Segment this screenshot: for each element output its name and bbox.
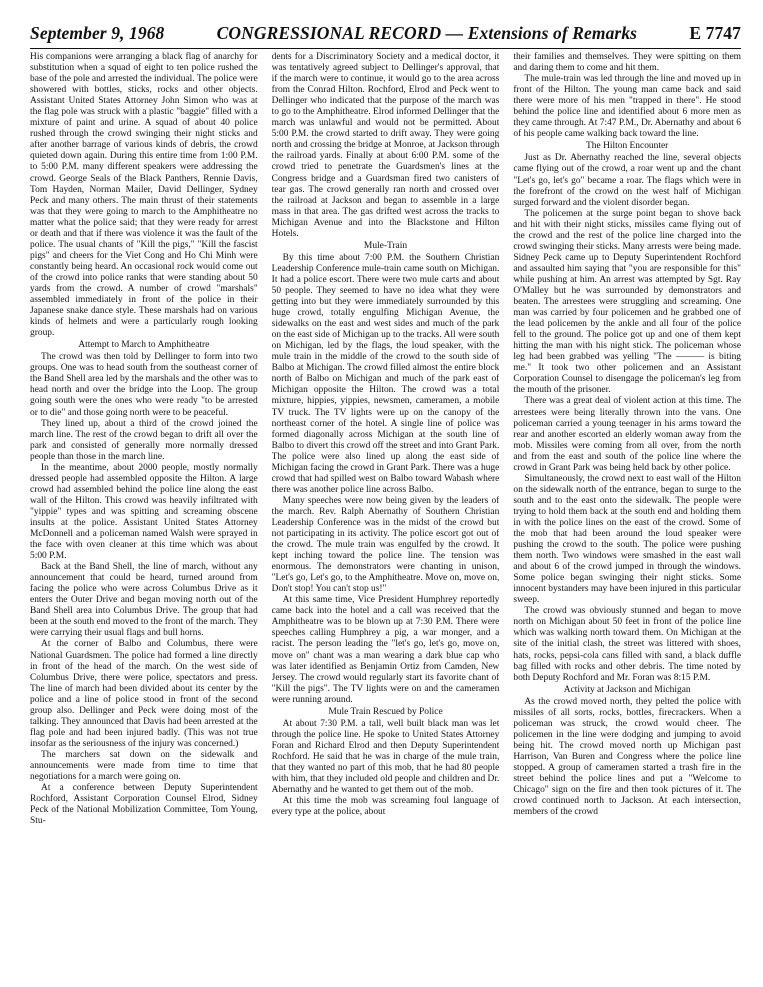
paragraph: As the crowd moved north, they pelted the police with missiles of all sorts, rocks, bottles, firecrackers. When a policeman was struck, the crowd would cheer. The policemen in the line were dodging and jumping to avoid being hit. The crowd moved north up Michigan past Harrison, Van Buren and Congress where the police line stopped. A group of cameramen started a trash fire in the street behind the police lines and put a "Welcome to Chicago" sign on the fire and then took pictures of it. The crowd continued north to Jackson. At each intersection, members of the crowd [513,696,742,818]
paragraph: There was a great deal of violent action at this time. The arrestees were being literally thrown into the vans. One policeman carried a young teenager in his arms toward the rear and another escorted an elderly woman away from the mob. Missiles were coming from all over, from the north and from the east and south of the police line where the crowd in Grant Park was being held back by other police. [513,396,742,473]
column-2 [272,52,500,979]
section-heading: Mule Train Rescued by Police [328,706,443,717]
section-heading: Attempt to March to Amphitheatre [78,340,210,351]
paragraph: At this time the mob was screaming foul language of every type at the police, about [271,796,500,818]
paragraph: Many speeches were now being given by the leaders of the march. Rev. Ralph Abernathy of Southern Christian Leadership Conference was in the midst of the crowd but not participating in its activity. The police escort got out of the crowd. The mule train was engulfed by the crowd. It kept inching toward the police line. The tension was enormous. The demonstrators were chanting in unison, "Let's go, Let's go, to the Amphitheatre. Move on, move on, Don't stop! You can't stop us!" [271,495,500,595]
text-columns [30,52,741,979]
paragraph: Just as Dr. Abernathy reached the line, several objects came flying out of the crowd, a roar went up and the chant "Let's go, let's go" became a roar. The flags which were in the forefront of the crowd on the west half of Michigan surged forward and the violent disorder began. [513,153,742,208]
paragraph: In the meantime, about 2000 people, mostly normally dressed people had assembled opposite the Hilton. A large crowd had assembled behind the police line along the east wall of the Hilton. This crowd was heavily infiltrated with "yippie" types and was spitting and screaming obscene insults at the police. Assistant United States Attorney McDonnell and a policeman named Walsh were sprayed in the face with oven cleaner at this time which was about 5:00 P.M. [30,462,258,562]
section-heading: Mule-Train [363,240,408,251]
header-page-number: E 7747 [689,23,741,43]
paragraph: The marchers sat down on the sidewalk and announcements were made from time to time that negotiations for a march were going on. [30,749,258,783]
paragraph: At this same time, Vice President Humphrey reportedly came back into the hotel and a call was received that the Amphitheatre was to be blown up at 7:30 P.M. There were speeches calling Humphrey a pig, a war monger, and a racist. The person leading the "let's go, let's go, move on, move on" chant was a man wearing a dark blue cap who was later identified as Benjamin Ortiz from Camden, New Jersey. The crowd would regularly start its favorite chant of "Kill the pigs". The TV lights were on and the cameramen were running around. [271,595,500,705]
paragraph: their families and themselves. They were spitting on them and daring them to come and hit them. [513,52,742,74]
paragraph: At the corner of Balbo and Columbus, there were National Guardsmen. The police had formed a line directly in front of the head of the march. On the west side of Columbus Drive, there were police, spectators and press. The line of march had been divided about its center by the police and a line of police stood in front of the second group also. Dellinger and Peck were doing most of the talking. They announced that Davis had been arrested at the flag pole and had been injured badly. (This was not true insofar as the seriousness of the injury was concerned.) [30,639,258,749]
column-1 [30,52,258,979]
column-3 [513,52,741,979]
section-heading: The Hilton Encounter [586,141,669,152]
header-date: September 9, 1968 [30,23,165,43]
paragraph: The crowd was obviously stunned and began to move north on Michigan about 50 feet in front of the police line which was walking north toward them. On Michigan at the site of the initial clash, the street was littered with shoes, hats, rocks, pepsi-cola cans filled with sand, a black duffle bag filled with rocks and other debris. The time noted by both Deputy Rochford and Mr. Foran was 8:15 P.M. [513,606,742,683]
section-heading: Activity at Jackson and Michigan [563,684,691,695]
paragraph: By this time about 7:00 P.M. the Southern Christian Leadership Conference mule-train came south on Michigan. It had a police escort. There were two mule carts and about 50 people. They seemed to have no idea what they were getting into but they were immediately surrounded by this huge crowd, totally engulfing Michigan Avenue, the sidewalks on the east and west sides and much of the park on the east side of Michigan up to the tracks. All were south on Michigan, led by the flags, the loud speaker, with the mule train in the middle of the crowd to the south side of Balbo at Michigan. The crowd filled almost the entire block north of Balbo on Michigan and much of the park east of Michigan opposite the Hilton. The crowd was a total mixture, hippies, yippies, newsmen, cameramen, a mobile TV truck. The TV lights were up on the canopy of the northeast corner of the hotel. A single line of police was formed diagonally across Michigan at the south line of Balbo to divert this crowd off the street and into Grant Park. The police were also lined up along the east side of Michigan facing the crowd in Grant Park. There was a huge crowd that had spilled west on Balbo toward Wabash where there was another police line across Balbo. [271,252,500,495]
page-header [30,18,741,49]
paragraph: His companions were arranging a black flag of anarchy for substitution when a squad of eight to ten police rushed the base of the pole and arrested the individual. The police were showered with bottles, sticks, rocks and other objects. Assistant United States Attorney John Simon who was at the flag pole was struck with a plastic "baggie" filled with a mixture of paint and urine. A squad of about 40 police rushed through the crowd swinging their night sticks and after another barrage of various kinds of debris, the crowd quieted down again. During this entire time from 1:00 P.M. to 5:00 P.M. many different speakers were addressing the crowd. George Seals of the Black Panthers, Rennie Davis, Tom Hayden, Norman Mailer, David Dellinger, Sydney Peck and many others. The main thrust of their statements was that they were going to march to the Amphitheatre no matter what the police said; that they were ready for arrest or death and that if there was violence it was the fault of the police. The usual chants of "Kill the pigs," "Kill the fascist pigs" and cheers for the Viet Cong and Ho Chi Minh were constantly being heard. An occasional rock would come out of the crowd into police ranks that were standing about 50 yards from the crowd. A number of crowd "marshals" assembled immediately in front of the police in their Japanese snake dance style. These marshals had on various kinds of helmets and were a particularly rough looking group. [30,52,258,339]
paragraph: At a conference between Deputy Superintendent Rochford, Assistant Corporation Counsel Elrod, Sidney Peck of the National Mobilization Committee, Tom Young, Stu- [30,783,258,827]
paragraph: They lined up, about a third of the crowd joined the march line. The rest of the crowd began to drift all over the park and consisted of generally more normally dressed people than those in the march line. [30,418,258,462]
paragraph: The mule-train was led through the line and moved up in front of the Hilton. The young man came back and said there were more of his men "trapped in there". He stood behind the police line and identified about 6 more men as they came through. At 7:47 P.M., Dr. Abernathy and about 6 of his people came walking back toward the line. [513,74,742,140]
paragraph: The crowd was then told by Dellinger to form into two groups. One was to head south from the southeast corner of the Band Shell area led by the marshals and the other was to head north and over the bridge into the Loop. The group going south were the ones who were ready "to be arrested or to die" and those going north were to be peaceful. [30,352,258,418]
paragraph: Simultaneously, the crowd next to east wall of the Hilton on the sidewalk north of the entrance, began to surge to the south and to the east onto the sidewalk. The people were trying to hold them back at the south end and holding them in with the police lines on the east of the crowd. Some of the mob that had been around the loud speaker were pushing the crowd to the south. The police were pushing them north. Two windows were smashed in the east wall and about 6 of the crowd jumped in through the windows. Some police began swinging their night sticks. Some innocent bystanders may have been injured in this particular sweep. [513,473,742,606]
paragraph: dents for a Discriminatory Society and a medical doctor, it was tentatively agreed subject to Dellinger's approval, that if the march were to continue, it would go to the area across from the Conrad Hilton. Rochford, Elrod and Peck went to Dellinger who indicated that the purpose of the march was to go to the Amphitheatre. Elrod informed Dellinger that the march was unlawful and would not be permitted. About 5:00 P.M. the crowd started to drift away. They were going north and crossing the bridge at Monroe, at Jackson through the railroad yards. Finally at about 6:00 P.M. some of the crowd tried to penetrate the Guardsmen's lines at the Congress bridge and a Guardsman fired two canisters of tear gas. The crowd generally ran north and crossed over the railroad at Jackson and began to assemble in a large mass in that area. The gas drifted west across the tracks to Michigan Avenue and into the Blackstone and Hilton Hotels. [271,52,500,239]
paragraph: Back at the Band Shell, the line of march, without any announcement that could be heard, turned around from facing the police who were across Columbus Drive as it enters the Outer Drive and began moving north out of the Band Shell area into Columbus Drive. The group that had been at the south end moved to the front of the march. They were carrying their usual flags and bull horns. [30,562,258,639]
paragraph: At about 7:30 P.M. a tall, well built black man was let through the police line. He spoke to United States Attorney Foran and Richard Elrod and then Deputy Superintendent Rochford. He said that he was in charge of the mule train, that they wanted no part of this mob, that he had 80 people with him, that they included old people and children and Dr. Abernathy and he wanted to get them out of the mob. [271,718,500,796]
paragraph: The policemen at the surge point began to shove back and hit with their night sticks, missiles came flying out of the crowd and the rest of the police line charged into the crowd swinging their sticks. Many arrests were being made. Sidney Peck came up to Deputy Superintendent Rochford and assaulted him saying that "you are responsible for this" while pushing at him. An arrest was attempted by Sgt. Ray O'Malley but he was surrounded by demonstrators and beaten. The arrestees were struggling and screaming. One man was carried by four policemen and he grabbed one of the lead policemen by the ankle and all four of the police fell to the ground. The police got up and one of them kept hitting the man with his night stick. The policeman whose leg had been grabbed was yelling "The ——— is biting me." It took two other policemen and an Assistant Corporation Counsel to disengage the policeman's leg from the mouth of the prisoner. [513,208,742,396]
header-journal-title: CONGRESSIONAL RECORD — Extensions of Remarks [216,23,638,43]
